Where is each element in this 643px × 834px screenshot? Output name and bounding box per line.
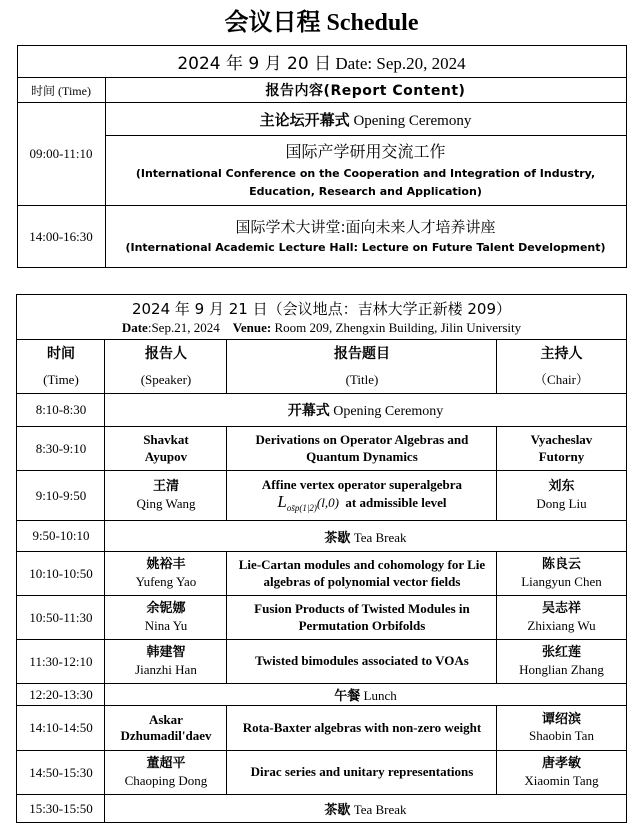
talk-title-formula bbox=[231, 493, 492, 514]
table-row bbox=[17, 103, 626, 136]
page-title-zh: 会议日程 bbox=[224, 8, 321, 36]
column-header-chair-zh: 主持人 bbox=[540, 345, 583, 362]
chair-name-line2: Futorny bbox=[538, 448, 585, 464]
time-cell: 10:50-11:30 bbox=[17, 596, 105, 640]
venue-value: Room 209, Zhengxin Building, Jilin University bbox=[271, 320, 522, 336]
talk-title-cell bbox=[227, 471, 497, 521]
column-header-speaker-zh: 报告人 bbox=[144, 345, 187, 362]
chair-name-en: Xiaomin Tang bbox=[524, 772, 599, 788]
speaker-name-line2: Dzhumadil'daev bbox=[120, 728, 212, 743]
table-row bbox=[17, 706, 626, 751]
chair-name-en: Honglian Zhang bbox=[519, 661, 604, 677]
column-header-chair bbox=[497, 340, 626, 394]
speaker-name-line1: Askar bbox=[148, 711, 183, 727]
chair-name-zh: 谭绍滨 bbox=[541, 711, 581, 727]
column-header-chair-en: （Chair） bbox=[534, 371, 589, 387]
date-header-day1 bbox=[17, 46, 626, 78]
column-header-content bbox=[105, 78, 626, 103]
date-header-day1-zh: 2024 年 9 月 20 日 bbox=[177, 54, 332, 74]
chair-cell bbox=[497, 427, 626, 471]
chair-name-zh: 吴志祥 bbox=[541, 601, 581, 617]
column-header-title bbox=[227, 340, 497, 394]
chair-cell bbox=[497, 471, 626, 521]
speaker-name-en: Chaoping Dong bbox=[124, 772, 208, 788]
talk-title-cell: Lie-Cartan modules and cohomology for Lie algebras of polynomial vector fields bbox=[227, 552, 497, 596]
table-row bbox=[17, 46, 626, 78]
column-header-speaker bbox=[105, 340, 227, 394]
date-header-day2 bbox=[17, 295, 626, 340]
speaker-name-en: Yufeng Yao bbox=[135, 573, 197, 589]
formula-tail: at admissible level bbox=[338, 495, 447, 511]
time-cell: 14:50-15:30 bbox=[17, 751, 105, 795]
column-header-speaker-en: (Speaker) bbox=[140, 371, 192, 387]
speaker-cell bbox=[105, 640, 227, 684]
chair-name-zh: 刘东 bbox=[548, 479, 575, 495]
date-header-day2-zh: 2024 年 9 月 21 日（会议地点：吉林大学正新楼 209） bbox=[131, 299, 512, 318]
talk-title-cell: Twisted bimodules associated to VOAs bbox=[227, 640, 497, 684]
chair-name-en: Shaobin Tan bbox=[529, 728, 594, 743]
speaker-cell bbox=[105, 751, 227, 795]
chair-cell bbox=[497, 640, 626, 684]
talk-title-line1: Affine vertex operator superalgebra bbox=[261, 477, 463, 493]
speaker-name-en: Nina Yu bbox=[144, 617, 188, 633]
date-header-day1-en: Date: Sep.20, 2024 bbox=[331, 54, 466, 73]
speaker-name-line1: Shavkat bbox=[143, 432, 189, 448]
talk-title-cell: Derivations on Operator Algebras and Quantum Dynamics bbox=[227, 427, 497, 471]
chair-cell bbox=[497, 751, 626, 795]
speaker-name-line2: Ayupov bbox=[144, 448, 188, 464]
table-spacer bbox=[0, 268, 643, 294]
date-value: :Sep.21, 2024 bbox=[147, 320, 233, 336]
time-cell: 14:00-16:30 bbox=[17, 206, 105, 268]
chair-name-zh: 张红莲 bbox=[541, 645, 581, 661]
table-row bbox=[17, 136, 626, 206]
venue-label: Venue: bbox=[232, 320, 272, 336]
speaker-name-zh: 韩建智 bbox=[146, 645, 186, 661]
table-row bbox=[17, 78, 626, 103]
session-label-zh: 开幕式 bbox=[287, 403, 330, 419]
table-row bbox=[17, 684, 626, 706]
session-cell-lecture-hall bbox=[105, 206, 626, 268]
session-label-en: Opening Ceremony bbox=[329, 404, 444, 419]
column-header-content-zh: 报告内容 bbox=[265, 83, 324, 99]
page-title bbox=[0, 7, 643, 38]
session-lecture-en: (International Academic Lecture Hall: Lecture on Future Talent Development) bbox=[125, 241, 606, 255]
table-row bbox=[17, 596, 626, 640]
column-header-time bbox=[17, 340, 105, 394]
speaker-name-en: Qing Wang bbox=[136, 495, 196, 511]
speaker-cell bbox=[105, 596, 227, 640]
break-label-zh: 茶歇 bbox=[324, 530, 351, 546]
chair-name-zh: 陈良云 bbox=[541, 557, 581, 573]
formula-args: (l,0) bbox=[316, 495, 339, 511]
speaker-cell bbox=[105, 552, 227, 596]
table-row bbox=[17, 552, 626, 596]
table-row bbox=[17, 206, 626, 268]
time-cell: 15:30-15:50 bbox=[17, 795, 105, 823]
table-row bbox=[17, 640, 626, 684]
table-row bbox=[17, 394, 626, 427]
chair-cell bbox=[497, 596, 626, 640]
time-cell: 10:10-10:50 bbox=[17, 552, 105, 596]
chair-name-en: Liangyun Chen bbox=[521, 573, 602, 589]
chair-cell bbox=[497, 552, 626, 596]
date-label: Date bbox=[121, 320, 148, 336]
lunch-cell bbox=[105, 684, 626, 706]
table-row bbox=[17, 295, 626, 340]
time-cell: 12:20-13:30 bbox=[17, 684, 105, 706]
time-cell: 09:00-11:10 bbox=[17, 103, 105, 206]
session-opening-zh: 主论坛开幕式 bbox=[259, 110, 350, 129]
session-opening-en: Opening Ceremony bbox=[349, 112, 472, 129]
date-header-day2-en bbox=[21, 320, 621, 336]
time-cell: 8:30-9:10 bbox=[17, 427, 105, 471]
break-label-en: Tea Break bbox=[350, 529, 407, 545]
session-cell-opening bbox=[105, 394, 626, 427]
speaker-name-zh: 姚裕丰 bbox=[146, 557, 186, 573]
lunch-label-en: Lunch bbox=[360, 688, 397, 703]
speaker-cell bbox=[105, 427, 227, 471]
table-row bbox=[17, 471, 626, 521]
chair-name-en: Dong Liu bbox=[536, 495, 587, 511]
talk-title-cell: Dirac series and unitary representations bbox=[227, 751, 497, 795]
chair-cell bbox=[497, 706, 626, 751]
column-header-time-en: (Time) bbox=[43, 371, 79, 387]
time-cell: 14:10-14:50 bbox=[17, 706, 105, 751]
speaker-name-zh: 董超平 bbox=[146, 756, 186, 772]
table-row bbox=[17, 521, 626, 552]
chair-name-en: Zhixiang Wu bbox=[527, 617, 596, 633]
page-title-en: Schedule bbox=[320, 10, 419, 36]
column-header-time-zh: 时间 bbox=[46, 345, 75, 362]
session-cell-opening bbox=[105, 103, 626, 136]
table-row bbox=[17, 795, 626, 823]
chair-name-zh: 唐孝敏 bbox=[541, 756, 581, 772]
column-header-time: 时间 (Time) bbox=[17, 78, 105, 103]
schedule-table-day1 bbox=[17, 45, 627, 268]
schedule-table-day2 bbox=[16, 294, 626, 823]
time-cell: 11:30-12:10 bbox=[17, 640, 105, 684]
time-cell: 9:10-9:50 bbox=[17, 471, 105, 521]
session-lecture-zh: 国际学术大讲堂:面向未来人才培养讲座 bbox=[235, 218, 496, 237]
break-label-en: Tea Break bbox=[350, 802, 407, 817]
table-row bbox=[17, 427, 626, 471]
speaker-name-zh: 余铌娜 bbox=[146, 601, 186, 617]
column-header-title-en: (Title) bbox=[345, 371, 379, 387]
column-header-title-zh: 报告题目 bbox=[333, 345, 390, 362]
session-conference-en: (International Conference on the Cooperation and Integration of Industry, Education, Research and Application) bbox=[135, 166, 596, 199]
time-cell: 8:10-8:30 bbox=[17, 394, 105, 427]
table-row bbox=[17, 751, 626, 795]
break-label-zh: 茶歇 bbox=[324, 803, 351, 818]
column-header-content-en: (Report Content) bbox=[323, 83, 466, 99]
chair-name-line1: Vyacheslav bbox=[530, 432, 593, 448]
break-cell bbox=[105, 521, 626, 552]
formula-L: L bbox=[277, 492, 287, 512]
speaker-name-en: Jianzhi Han bbox=[135, 661, 197, 677]
talk-title-cell: Rota-Baxter algebras with non-zero weight bbox=[227, 706, 497, 751]
speaker-cell bbox=[105, 471, 227, 521]
break-cell bbox=[105, 795, 626, 823]
talk-title-cell: Fusion Products of Twisted Modules in Permutation Orbifolds bbox=[227, 596, 497, 640]
speaker-cell bbox=[105, 706, 227, 751]
time-cell: 9:50-10:10 bbox=[17, 521, 105, 552]
schedule-page bbox=[0, 7, 643, 834]
speaker-name-zh: 王清 bbox=[152, 479, 179, 495]
lunch-label-zh: 午餐 bbox=[334, 689, 361, 704]
table-row bbox=[17, 340, 626, 394]
session-cell-conference bbox=[105, 136, 626, 206]
formula-subscript: os̄p(1|2) bbox=[286, 503, 317, 514]
session-conference-zh: 国际产学研用交流工作 bbox=[285, 142, 446, 162]
